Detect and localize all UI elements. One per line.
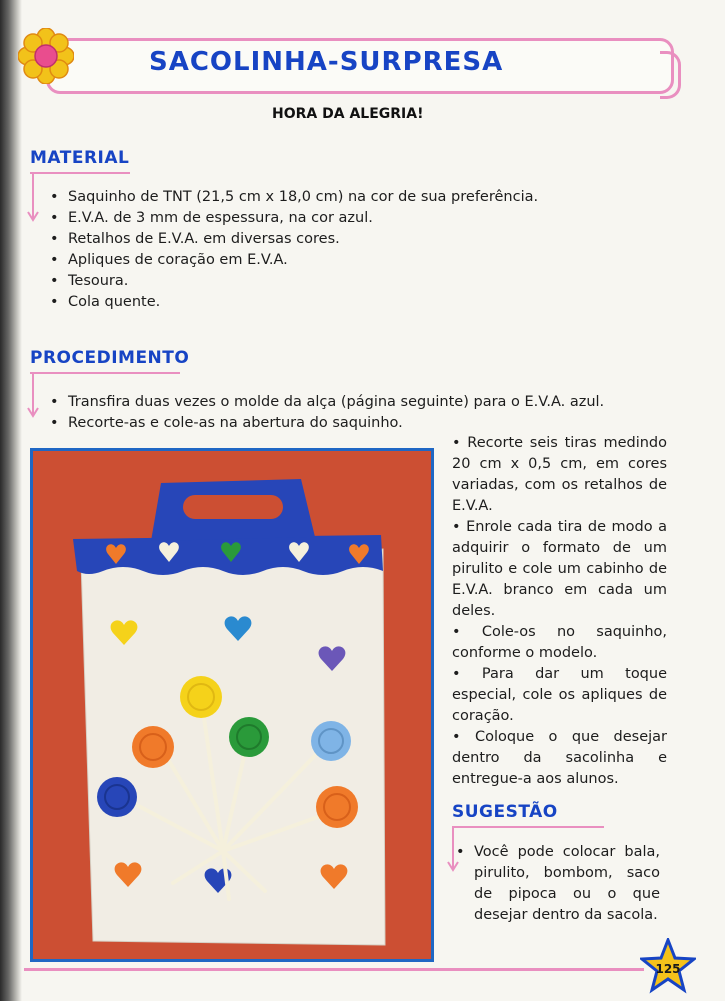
arrow-down-icon (26, 174, 40, 224)
list-item: • Saquinho de TNT (21,5 cm x 18,0 cm) na cor de sua preferência. (50, 189, 539, 205)
subtitle: HORA DA ALEGRIA! (272, 106, 424, 122)
list-item: • Transfira duas vezes o molde da alça (página seguinte) para o E.V.A. azul. (50, 394, 605, 410)
step-item: • Coloque o que desejar dentro da sacolinha e entregue-a aos alunos. (452, 729, 667, 787)
procedimento-underline (30, 372, 180, 374)
list-item: • Apliques de coração em E.V.A. (50, 252, 288, 268)
list-item: • Cola quente. (50, 294, 161, 310)
sugestao-underline (452, 826, 604, 828)
arrow-down-icon (26, 374, 40, 420)
bag-photo (30, 448, 434, 962)
step-item: • Cole-os no saquinho, conforme o modelo. (452, 624, 668, 661)
footer-line (24, 968, 644, 971)
banner-curl (660, 51, 681, 99)
sugestao-list (452, 842, 660, 926)
material-underline (30, 172, 130, 174)
list-item: • E.V.A. de 3 mm de espessura, na cor azul. (50, 210, 373, 226)
book-spine-shadow (0, 0, 22, 1001)
material-heading: MATERIAL (30, 148, 130, 168)
list-item: • Tesoura. (50, 273, 129, 289)
flower-icon (18, 28, 74, 84)
list-item: • Retalhos de E.V.A. em diversas cores. (50, 231, 340, 247)
step-item: • Recorte seis tiras medindo 20 cm x 0,5 cm, em cores variadas, com os retalhos de E.V.A. (452, 435, 667, 514)
step-item: • Enrole cada tira de modo a adquirir o formato de um pirulito e cole um cabinho de E.V.A. branco em cada um deles. (452, 519, 667, 619)
bag-illustration (33, 451, 431, 959)
list-item: • Recorte-as e cole-as na abertura do saquinho. (50, 415, 403, 431)
material-list (46, 187, 606, 313)
sugestao-heading: SUGESTÃO (452, 802, 558, 822)
page-number: 125 (655, 962, 681, 976)
page-title: SACOLINHA-SURPRESA (149, 47, 504, 77)
list-item: • Você pode colocar bala, pirulito, bombom, saco de pipoca ou o que desejar dentro da sacola. (456, 844, 660, 923)
procedimento-heading: PROCEDIMENTO (30, 348, 190, 368)
procedimento-list (46, 392, 646, 434)
title-banner (46, 38, 674, 94)
step-item: • Para dar um toque especial, cole os apliques de coração. (452, 666, 667, 724)
procedimento-steps (452, 433, 667, 790)
